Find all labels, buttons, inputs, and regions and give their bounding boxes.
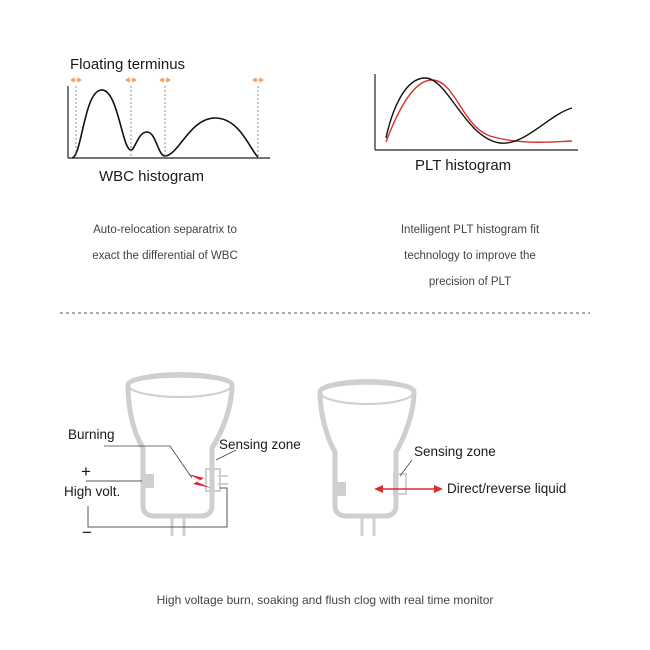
plt-caption — [345, 217, 595, 295]
floating-arrow-icon — [71, 78, 263, 82]
left-electrode — [142, 474, 154, 488]
minus-sign: − — [82, 523, 92, 542]
plt-histogram-label: PLT histogram — [415, 157, 512, 174]
footer-caption: High voltage burn, soaking and flush clog with real time monitor — [156, 593, 494, 607]
plus-sign: + — [81, 462, 91, 481]
plt-histogram — [375, 74, 578, 150]
burning-spark-icon — [188, 474, 211, 488]
right-electrode — [334, 482, 346, 496]
floating-terminus-label: Floating terminus — [70, 56, 186, 73]
wbc-caption-line: exact the differential of WBC — [92, 250, 238, 262]
wbc-caption — [40, 217, 290, 269]
direct-reverse-arrow-icon — [374, 485, 443, 493]
burning-label: Burning — [68, 427, 115, 442]
wbc-caption-line: Auto-relocation separatrix to — [93, 224, 237, 236]
burning-leader-line — [104, 446, 192, 478]
plt-black-curve — [386, 78, 572, 143]
left-sensing-zone-label: Sensing zone — [219, 437, 301, 452]
plt-caption-line: Intelligent PLT histogram fit — [400, 224, 540, 236]
high-volt-label: High volt. — [64, 484, 121, 499]
plt-caption-line: technology to improve the — [404, 250, 536, 262]
wbc-histogram — [68, 78, 270, 158]
plt-caption-line: precision of PLT — [428, 276, 512, 288]
direct-reverse-liquid-label: Direct/reverse liquid — [447, 481, 567, 496]
left-cup-diagram — [86, 373, 236, 536]
wbc-histogram-label: WBC histogram — [99, 168, 205, 185]
right-sensing-zone-label: Sensing zone — [414, 444, 496, 459]
